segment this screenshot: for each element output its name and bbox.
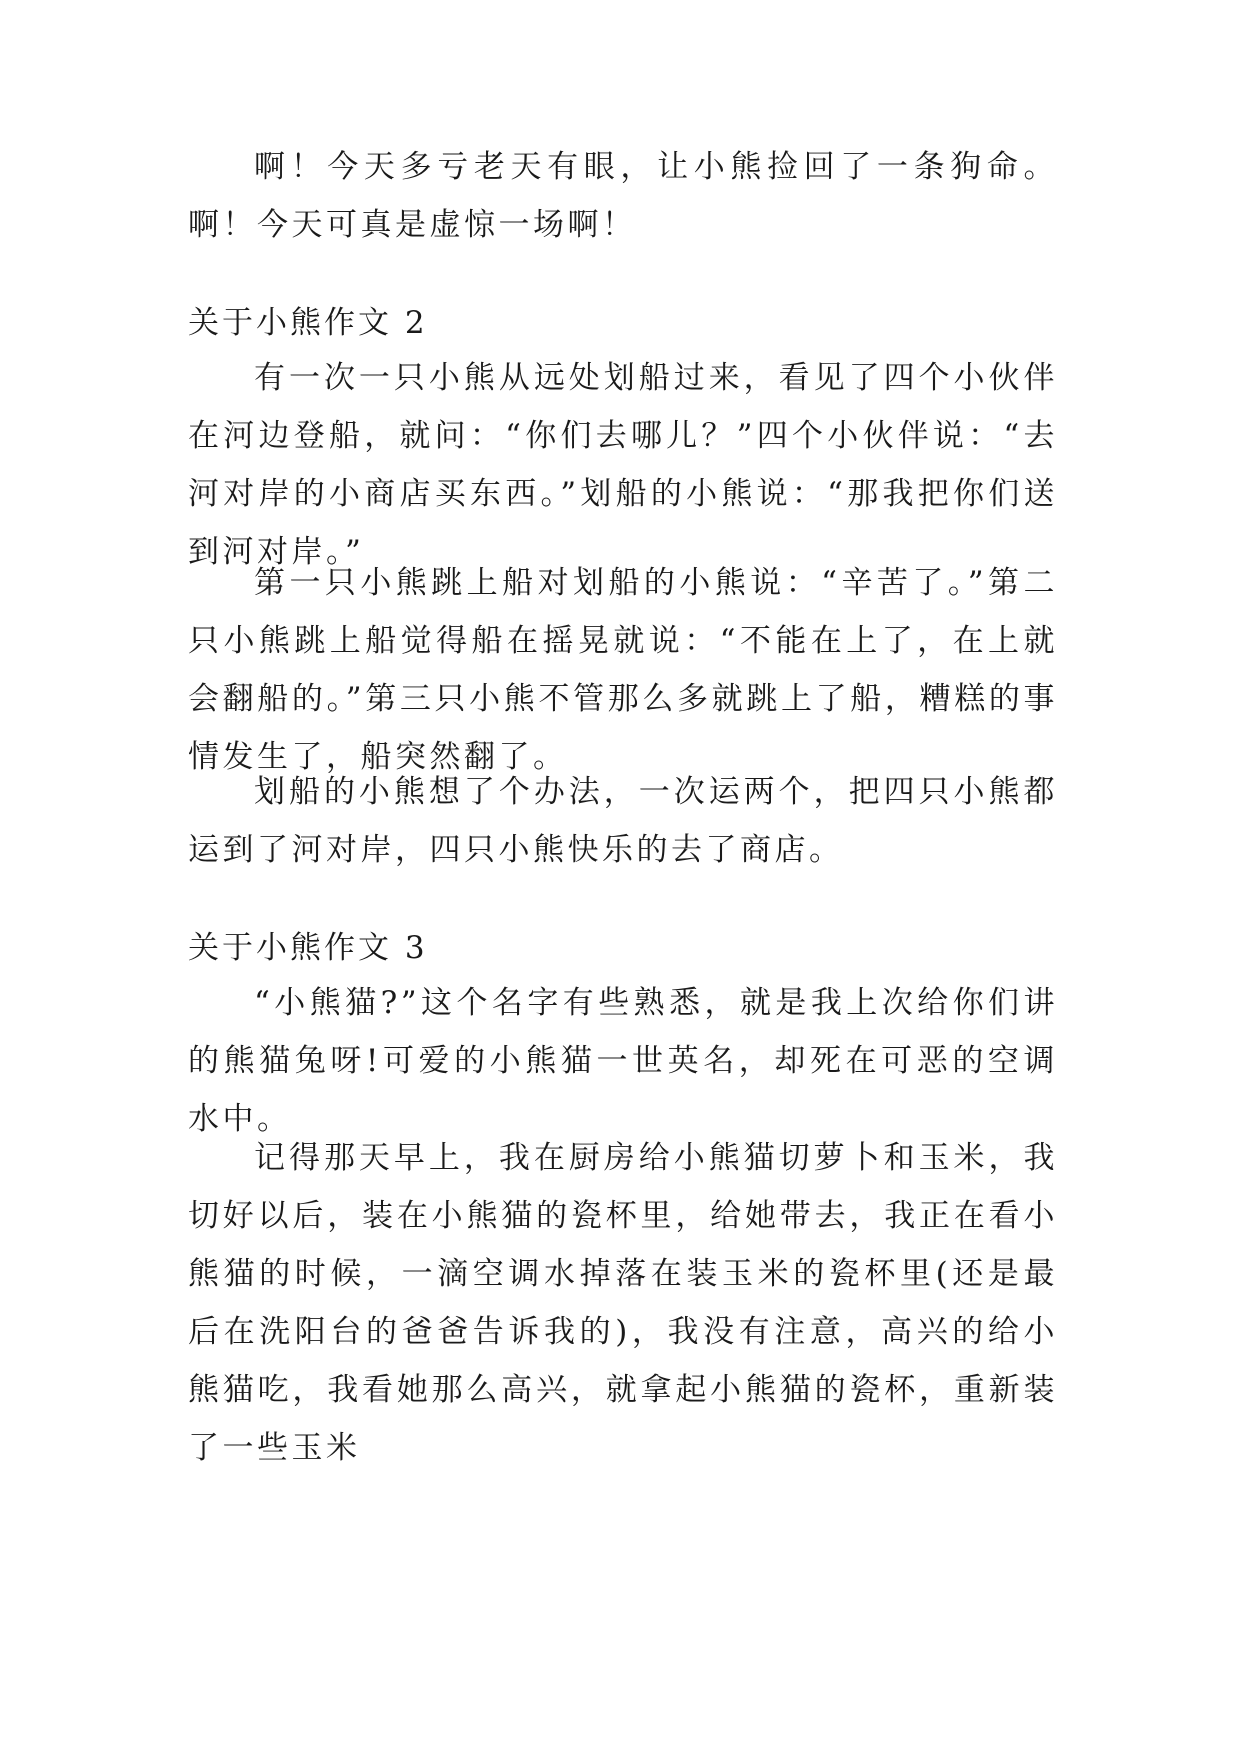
section-2-paragraph-3: 划船的小熊想了个办法，一次运两个，把四只小熊都运到了河对岸，四只小熊快乐的去了商店。 (188, 774, 1058, 868)
section-3-title: 关于小熊作文 3 (188, 930, 428, 966)
section-2-title: 关于小熊作文 2 (188, 305, 428, 341)
section-2-paragraph-1: 有一次一只小熊从远处划船过来，看见了四个小伙伴在河边登船，就问：“你们去哪儿？”四个小伙伴说：“去河对岸的小商店买东西。”划船的小熊说：“那我把你们送到河对岸。” (188, 360, 1058, 570)
section-3-paragraph-1: “小熊猫?”这个名字有些熟悉，就是我上次给你们讲的熊猫兔呀!可爱的小熊猫一世英名，却死在可恶的空调水中。 (188, 985, 1058, 1137)
section-2-paragraph-2: 第一只小熊跳上船对划船的小熊说：“辛苦了。”第二只小熊跳上船觉得船在摇晃就说：“不能在上了，在上就会翻船的。”第三只小熊不管那么多就跳上了船，糟糕的事情发生了，船突然翻了。 (188, 565, 1058, 775)
intro-paragraph: 啊！今天多亏老天有眼，让小熊捡回了一条狗命。啊！今天可真是虚惊一场啊！ (188, 149, 1058, 243)
section-3-paragraph-2: 记得那天早上，我在厨房给小熊猫切萝卜和玉米，我切好以后，装在小熊猫的瓷杯里，给她带去，我正在看小熊猫的时候，一滴空调水掉落在装玉米的瓷杯里(还是最后在洗阳台的爸爸告诉我的)，我没有注意，高兴的给小熊猫吃，我看她那么高兴，就拿起小熊猫的瓷杯，重新装了一些玉米 (188, 1140, 1058, 1466)
